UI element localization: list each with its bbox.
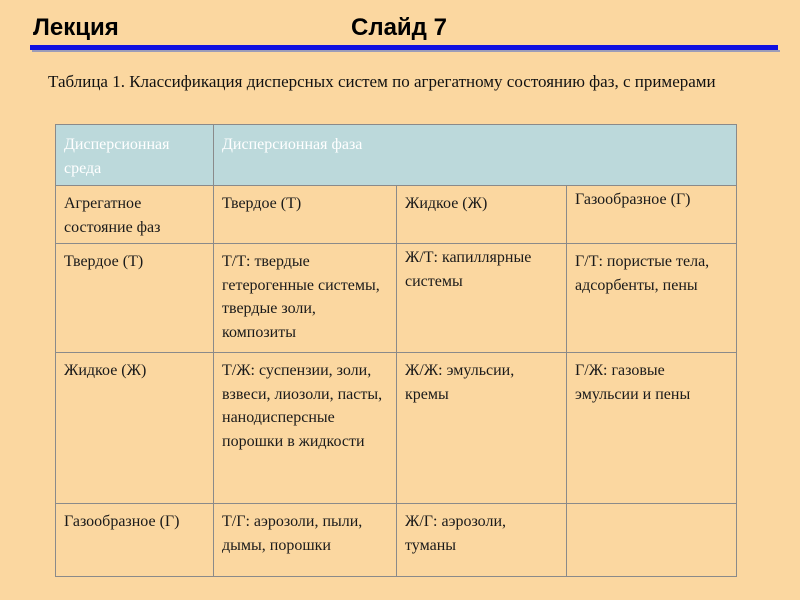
table-cell: Твердое (Т) <box>56 244 214 353</box>
table-row <box>56 244 737 353</box>
title-divider-shadow <box>32 50 780 52</box>
table-cell: Ж/Г: аэрозоли, туманы <box>397 504 567 577</box>
table-header-row <box>56 125 737 186</box>
table-subheader-row <box>56 186 737 244</box>
table-cell <box>567 504 737 577</box>
slide-number: Слайд 7 <box>351 14 447 41</box>
table-cell: Твердое (Т) <box>214 186 397 244</box>
lecture-title: Лекция <box>33 14 119 41</box>
table-cell: Газообразное (Г) <box>567 186 737 244</box>
header-cell-phase: Дисперсионная фаза <box>214 125 737 186</box>
table-cell: Ж/Т: капиллярные системы <box>397 244 567 353</box>
table-cell: Т/Г: аэрозоли, пыли, дымы, порошки <box>214 504 397 577</box>
table-cell: Г/Т: пористые тела, адсорбенты, пены <box>567 244 737 353</box>
table-cell: Агрегатное состояние фаз <box>56 186 214 244</box>
classification-table <box>55 124 737 577</box>
table-row <box>56 504 737 577</box>
table-cell: Ж/Ж: эмульсии, кремы <box>397 353 567 504</box>
table-row <box>56 353 737 504</box>
table-cell: Жидкое (Ж) <box>56 353 214 504</box>
header-cell-medium: Дисперсионная среда <box>56 125 214 186</box>
table-cell: Г/Ж: газовые эмульсии и пены <box>567 353 737 504</box>
table-cell: Т/Т: твердые гетерогенные системы, твердые золи, композиты <box>214 244 397 353</box>
table-cell: Газообразное (Г) <box>56 504 214 577</box>
table-cell: Жидкое (Ж) <box>397 186 567 244</box>
table-cell: Т/Ж: суспензии, золи, взвеси, лиозоли, пасты, нанодисперсные порошки в жидкости <box>214 353 397 504</box>
table-caption: Таблица 1. Классификация дисперсных систем по агрегатному состоянию фаз, с примерами <box>48 72 716 91</box>
